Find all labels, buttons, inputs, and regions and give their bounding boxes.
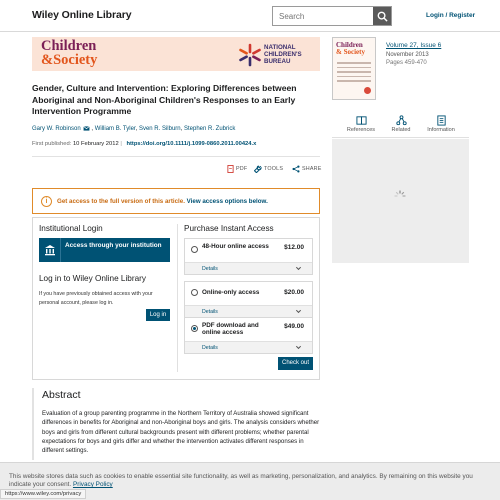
details-toggle[interactable]: Details bbox=[185, 341, 312, 353]
issue-date: November 2013 bbox=[386, 52, 429, 58]
radio-button[interactable] bbox=[191, 246, 198, 253]
chevron-down-icon bbox=[295, 265, 302, 272]
panel-divider bbox=[177, 224, 178, 372]
author-link[interactable]: William B. Tyler bbox=[94, 126, 136, 133]
search-input[interactable] bbox=[273, 7, 374, 25]
institution-access-button[interactable]: Access through your institution bbox=[39, 238, 170, 262]
doi-link[interactable]: https://doi.org/10.1111/j.1099-0860.2011.00424.x bbox=[126, 141, 257, 147]
option-label: 48-Hour online access bbox=[202, 243, 269, 250]
search-button[interactable] bbox=[373, 7, 391, 25]
pdf-icon bbox=[227, 165, 234, 173]
details-toggle[interactable]: Details bbox=[185, 305, 312, 317]
journal-logo: Children &Society bbox=[41, 38, 98, 68]
tools-button[interactable]: TOOLS bbox=[254, 165, 283, 173]
access-panel bbox=[32, 217, 320, 380]
search-box bbox=[272, 6, 392, 26]
abstract-accent-bar bbox=[32, 388, 34, 460]
wrench-icon bbox=[254, 165, 262, 173]
radio-button[interactable] bbox=[191, 325, 198, 332]
search-icon bbox=[377, 11, 388, 22]
status-url: https://www.wiley.com/privacy bbox=[0, 489, 86, 499]
volume-issue-link[interactable]: Volume 27, Issue 6 bbox=[386, 42, 442, 49]
purchase-option[interactable] bbox=[184, 238, 313, 275]
login-register-link[interactable]: Login / Register bbox=[426, 12, 476, 19]
share-icon bbox=[292, 165, 300, 173]
abstract-text: Evaluation of a group parenting programme in the Northern Territory of Australia showed significant differences in benefits for Aboriginal and non-Aboriginal boys and girls. The analysis considers whether boys and girls from different cultural backgrounds present with different problems; whether parental expectations for boys and girls differ and whether the intervention activates different responses in different settings. bbox=[42, 410, 320, 455]
pdf-button[interactable]: PDF bbox=[227, 165, 247, 173]
privacy-policy-link[interactable]: Privacy Policy bbox=[72, 481, 113, 489]
tab-information[interactable]: Information bbox=[421, 113, 461, 133]
details-toggle[interactable]: Details bbox=[185, 262, 312, 274]
tab-related[interactable]: Related bbox=[381, 113, 421, 133]
author-link[interactable]: Sven R. Silburn bbox=[138, 126, 181, 133]
institutional-login-heading: Institutional Login bbox=[39, 224, 103, 233]
article-title: Gender, Culture and Intervention: Exploring Differences between Aboriginal and Non-Aboriginal Children's Responses to an Early Intervention Programme bbox=[32, 83, 297, 117]
author-link[interactable]: Stephen R. Zubrick bbox=[183, 126, 236, 133]
option-label: PDF download and online access bbox=[202, 322, 259, 336]
tabs-divider bbox=[332, 137, 469, 138]
option-price: $20.00 bbox=[284, 289, 304, 296]
option-price: $12.00 bbox=[284, 244, 304, 251]
cover-title: Children & Society bbox=[336, 41, 365, 56]
option-label: Online-only access bbox=[202, 289, 260, 296]
purchase-option[interactable] bbox=[184, 281, 313, 318]
references-icon bbox=[356, 115, 367, 126]
tab-references[interactable]: References bbox=[341, 113, 381, 133]
radio-button[interactable] bbox=[191, 289, 198, 296]
cover-emblem bbox=[364, 87, 371, 94]
journal-cover[interactable] bbox=[332, 37, 376, 100]
author-link[interactable]: Gary W. Robinson bbox=[32, 126, 81, 133]
author-list: Gary W. Robinson , William B. Tyler, Sven R. Silburn, Stephen R. Zubrick bbox=[32, 126, 236, 133]
site-logo[interactable]: Wiley Online Library bbox=[32, 9, 132, 21]
issue-pages: Pages 459-470 bbox=[386, 60, 427, 66]
chevron-down-icon bbox=[295, 344, 302, 351]
publication-info: First published: 10 February 2012 | https://doi.org/10.1111/j.1099-0860.2011.00424.x bbox=[32, 141, 257, 147]
share-button[interactable]: SHARE bbox=[292, 165, 322, 173]
cookie-text: This website stores data such as cookies to enable essential site functionality, as well as marketing, personalization, and analytics. By remaining on this website you indicate your consent. bbox=[9, 473, 473, 489]
published-label: First published: bbox=[32, 141, 72, 147]
title-divider bbox=[32, 156, 320, 157]
purchase-heading: Purchase Instant Access bbox=[184, 224, 274, 233]
information-icon bbox=[436, 115, 447, 126]
cover-text-lines bbox=[337, 62, 371, 85]
email-icon[interactable] bbox=[83, 126, 90, 131]
chevron-down-icon bbox=[295, 308, 302, 315]
wol-login-heading: Log in to Wiley Online Library bbox=[39, 274, 146, 283]
access-message: Get access to the full version of this article. bbox=[57, 198, 185, 205]
institution-icon bbox=[39, 238, 61, 262]
ncb-star-icon bbox=[238, 43, 262, 67]
wol-login-description: If you have previously obtained access with your personal account, please log in. bbox=[39, 291, 153, 306]
related-icon bbox=[396, 115, 407, 126]
access-notice bbox=[32, 188, 320, 214]
top-bar bbox=[0, 0, 500, 32]
published-date: 10 February 2012 bbox=[72, 141, 119, 147]
checkout-button[interactable]: Check out bbox=[278, 357, 313, 370]
login-button[interactable]: Log in bbox=[146, 309, 170, 321]
loading-spinner-icon bbox=[394, 190, 406, 202]
abstract-heading: Abstract bbox=[42, 389, 81, 401]
purchase-option[interactable] bbox=[184, 317, 313, 354]
sidebar-panel bbox=[332, 139, 469, 263]
info-icon: i bbox=[41, 196, 52, 207]
ncb-logo-text: NATIONAL CHILDREN'S BUREAU bbox=[264, 44, 302, 65]
option-price: $49.00 bbox=[284, 323, 304, 330]
access-options-link[interactable]: View access options below. bbox=[186, 198, 268, 205]
